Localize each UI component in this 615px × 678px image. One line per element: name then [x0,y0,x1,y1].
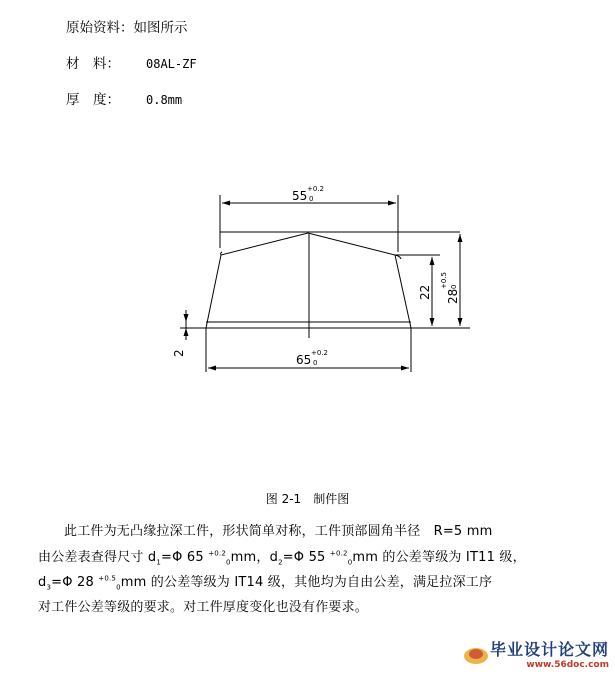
para-line-1: 此工件为无凸缘拉深工件，形状简单对称，工件顶部圆角半径 R=5 mm [64,524,493,539]
info-label-material: 材 料： [66,56,120,72]
arrow-28-bottom [458,318,463,326]
text-segment: =Φ 55 [282,550,326,565]
dim-28-value: 28 [446,288,460,304]
dim-bottom-tol-lower: 0 [313,359,318,367]
dim-22-value: 22 [418,284,432,300]
info-label-thickness: 厚 度： [66,92,120,108]
watermark-url: www.56doc.com [526,660,609,670]
watermark-text: 毕业设计论文网 [489,640,609,659]
tol-lower: 0 [116,583,121,592]
info-value-source: 如图所示 [133,20,188,36]
watermark-logo-icon [462,643,490,665]
tol-upper: +0.2 [329,549,348,558]
dim-2-value: 2 [172,349,186,357]
arrow-22-top [430,257,435,265]
dim-bottom-tol-upper: +0.2 [311,349,328,357]
dim-28-tol-upper: +0.5 [440,272,448,289]
tol-lower: 0 [226,558,231,567]
text-segment: 由公差表查得尺寸 d [38,550,157,565]
text-segment: mm 的公差等级为 IT11 级， [352,550,526,565]
info-value-material: 08AL-ZF [146,57,197,71]
dim-28-tol-lower: 0 [450,284,458,289]
dim-bottom-value: 65 [296,353,312,367]
arrow-top-right [388,201,396,206]
tol-lower: 0 [347,558,353,567]
text-segment: d [38,575,47,590]
info-label-source: 原始资料： [66,20,134,36]
text-segment: mm，d [230,550,279,565]
arrow-top-left [222,201,230,206]
arrow-22-bottom [430,318,435,326]
arrow-bottom-right [401,366,409,371]
tol-upper: +0.5 [98,574,117,583]
para-line-2 [38,546,526,567]
dim-top-tol-upper: +0.2 [307,185,324,193]
tol-upper: +0.2 [208,549,227,558]
dim-top-value: 55 [292,189,308,203]
watermark [462,637,609,670]
dim-top-tol-lower: 0 [309,195,314,203]
text-segment: =Φ 65 [161,550,204,565]
arrow-2-bottom [184,328,189,336]
subscript-3: 3 [46,583,52,592]
figure-caption: 图 2-1 制件图 [265,492,350,506]
subscript-1: 1 [156,558,162,567]
text-segment: =Φ 28 [51,575,94,590]
arrow-28-top [458,234,463,242]
para-line-3 [38,571,492,592]
info-value-thickness: 0.8mm [146,93,183,107]
arrow-bottom-left [208,366,216,371]
arrow-2-top [184,314,189,322]
subscript-2: 2 [278,558,283,567]
text-segment: mm 的公差等级为 IT14 级，其他均为自由公差，满足拉深工序 [120,575,493,590]
para-line-4: 对工件公差等级的要求。对工件厚度变化也没有作要求。 [38,600,369,615]
